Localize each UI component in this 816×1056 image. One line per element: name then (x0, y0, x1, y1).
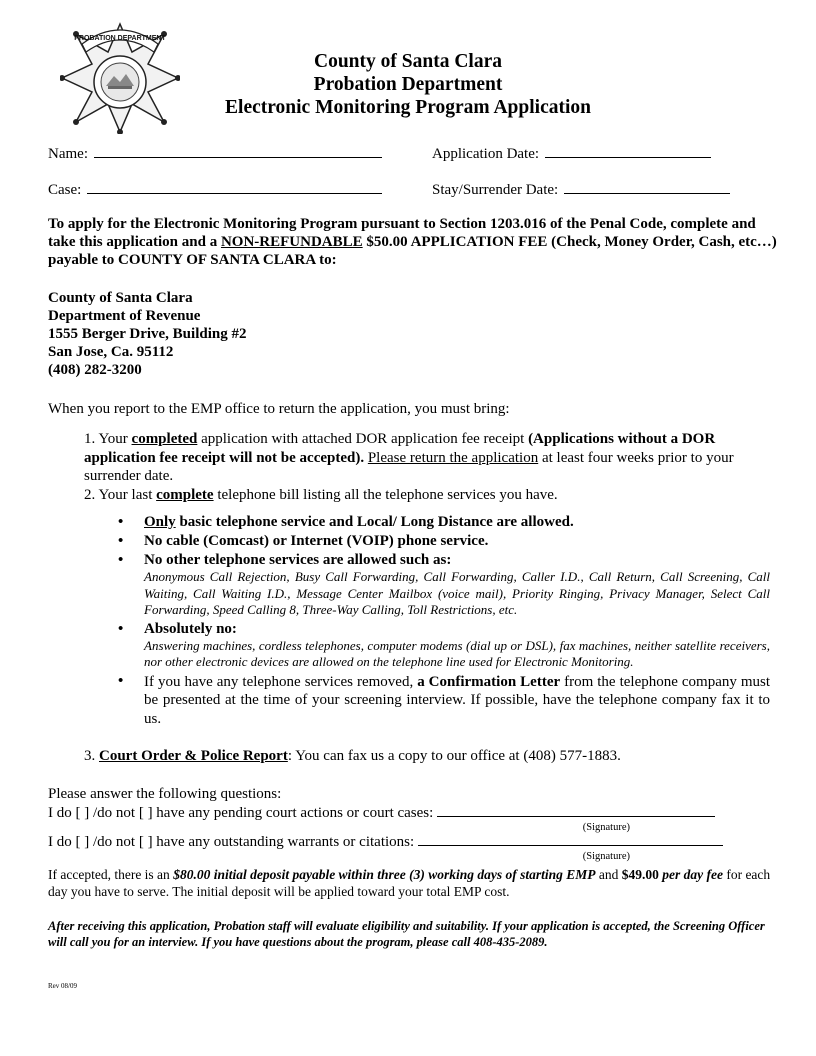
deposit-amount: $80.00 initial deposit payable within three (3) working days of starting EMP (173, 867, 596, 882)
bullet4-detail: Answering machines, cordless telephones, computer modems (dial up or DSL), fax machines, neither satellite receivers, nor other electronic devices are allowed on the telephone line used for Electronic Monitoring. (144, 637, 770, 669)
document-header (190, 50, 626, 119)
item1-completed: completed (131, 431, 198, 447)
address-phone: (408) 282-3200 (48, 362, 142, 378)
per-day-fee: per day fee (662, 867, 723, 882)
deposit-text-d: for each day you have to serve. The initial deposit will be applied toward your total EMP cost. (48, 867, 771, 899)
question-2 (48, 832, 778, 851)
case-input-line[interactable] (87, 179, 382, 194)
signature-line-1[interactable] (437, 803, 715, 817)
bullet1-rest: basic telephone service and Local/ Long Distance are allowed. (175, 514, 574, 530)
signature-caption-2: (Signature) (582, 851, 630, 862)
bullet2-text: No cable (Comcast) or Internet (VOIP) phone service. (144, 533, 489, 549)
item-number: 2. (84, 487, 96, 503)
revenue-address (48, 289, 246, 379)
name-label: Name: (48, 146, 88, 162)
item2-text-a: Your last (98, 487, 157, 503)
item1-bold: (Applications without a DOR application fee receipt will not be accepted). (84, 431, 716, 466)
address-line-1: County of Santa Clara (48, 290, 193, 306)
name-field (48, 143, 382, 163)
application-date-label: Application Date: (432, 146, 540, 162)
item1-text-b: application with attached DOR application fee receipt (197, 431, 529, 447)
list-item (118, 552, 770, 619)
item3-rest: : You can fax us a copy to our office at (408) 577-1883. (287, 748, 621, 764)
signature-line-2[interactable] (418, 832, 723, 846)
item2-complete: complete (156, 487, 214, 503)
badge-banner-text: PROBATION DEPARTMENT (74, 35, 166, 42)
bullet-icon: • (118, 533, 124, 549)
bullet3-heading: No other telephone services are allowed such as: (144, 552, 452, 568)
bullet5-text-b: from the telephone company must be presented at the time of your screening interview. If possible, have the telephone company fax it to us. (144, 673, 771, 727)
questions-section (48, 785, 778, 863)
instructions-text-1: To apply for the Electronic Monitoring Program pursuant to Section 1203.016 of the Penal Code, complete and take this application and a (48, 216, 756, 250)
stay-surrender-date-field (432, 179, 730, 199)
deposit-text-a: If accepted, there is an (48, 867, 174, 882)
bullet-icon: • (118, 620, 124, 637)
nonrefundable-text: NON-REFUNDABLE (220, 234, 363, 250)
item2-text-b: telephone bill listing all the telephone services you have. (213, 487, 558, 503)
list-item (118, 514, 770, 531)
bullet-icon: • (118, 514, 124, 530)
list-item (118, 673, 770, 729)
bullet3-detail: Anonymous Call Rejection, Busy Call Forwarding, Call Forwarding, Caller I.D., Call Return, Call Screening, Call Waiting, Call Waiting I.D., Message Center Mailbox (voice mail), Priority Ringing, Privacy Manager, Select Call Forwarding, Speed Calling 8, Three-Way Calling, Toll Restrictions, etc. (144, 569, 770, 617)
signature-caption-1: (Signature) (582, 822, 630, 833)
bring-intro: When you report to the EMP office to return the application, you must bring: (48, 401, 510, 417)
question-2-text: I do [ ] /do not [ ] have any outstanding warrants or citations: (48, 834, 415, 850)
closing-note: After receiving this application, Probation staff will evaluate eligibility and suitability. If your application is accepted, the Screening Officer will call you for an interview. If you have questions about the program, please call 408-435-2089. (48, 919, 765, 949)
list-item-2 (84, 486, 774, 505)
question-1 (48, 803, 778, 822)
bullet5-text-a: If you have any telephone services removed, (144, 673, 418, 690)
list-item (118, 533, 770, 550)
address-line-2: Department of Revenue (48, 308, 201, 324)
revision-label: Rev 08/09 (48, 982, 77, 990)
department-title: Probation Department (313, 74, 503, 95)
bullet4-heading: Absolutely no: (144, 620, 237, 637)
daily-fee-amount: $49.00 (621, 867, 659, 882)
telephone-rules-list (118, 514, 770, 730)
questions-intro: Please answer the following questions: (48, 786, 282, 802)
instructions-text-2: $50.00 APPLICATION FEE (Check, Money Order, Cash, etc…) payable to COUNTY OF SANTA CLARA to: (48, 234, 777, 268)
list-item (118, 621, 770, 671)
item1-text-a: Your (98, 431, 132, 447)
probation-badge-logo (60, 22, 180, 134)
list-item-3 (84, 747, 774, 766)
application-instructions (48, 215, 778, 269)
item-number: 1. (84, 431, 96, 447)
stay-surrender-input-line[interactable] (564, 179, 730, 194)
address-line-3: 1555 Berger Drive, Building #2 (48, 326, 247, 342)
case-label: Case: (48, 182, 82, 198)
bullet-icon: • (118, 552, 124, 568)
deposit-terms (48, 866, 773, 900)
bullet1-only: Only (144, 514, 176, 530)
question-1-text: I do [ ] /do not [ ] have any pending court actions or court cases: (48, 805, 434, 821)
bullet-icon: • (118, 672, 124, 689)
item3-bold: Court Order & Police Report (99, 748, 288, 764)
bullet5-bold: a Confirmation Letter (417, 673, 561, 690)
application-date-field (432, 143, 711, 163)
form-title: Electronic Monitoring Program Application (225, 97, 591, 118)
list-item-1 (84, 430, 774, 486)
name-input-line[interactable] (94, 143, 382, 158)
case-field (48, 179, 382, 199)
application-date-input-line[interactable] (545, 143, 711, 158)
stay-surrender-label: Stay/Surrender Date: (432, 182, 559, 198)
address-line-4: San Jose, Ca. 95112 (48, 344, 174, 360)
item1-text-d: at least four weeks prior to your surrender date. (84, 449, 734, 484)
item1-underline: Please return the application (367, 449, 539, 466)
county-title: County of Santa Clara (314, 51, 502, 72)
deposit-text-b: and (595, 867, 622, 882)
item-number: 3. (84, 748, 96, 764)
